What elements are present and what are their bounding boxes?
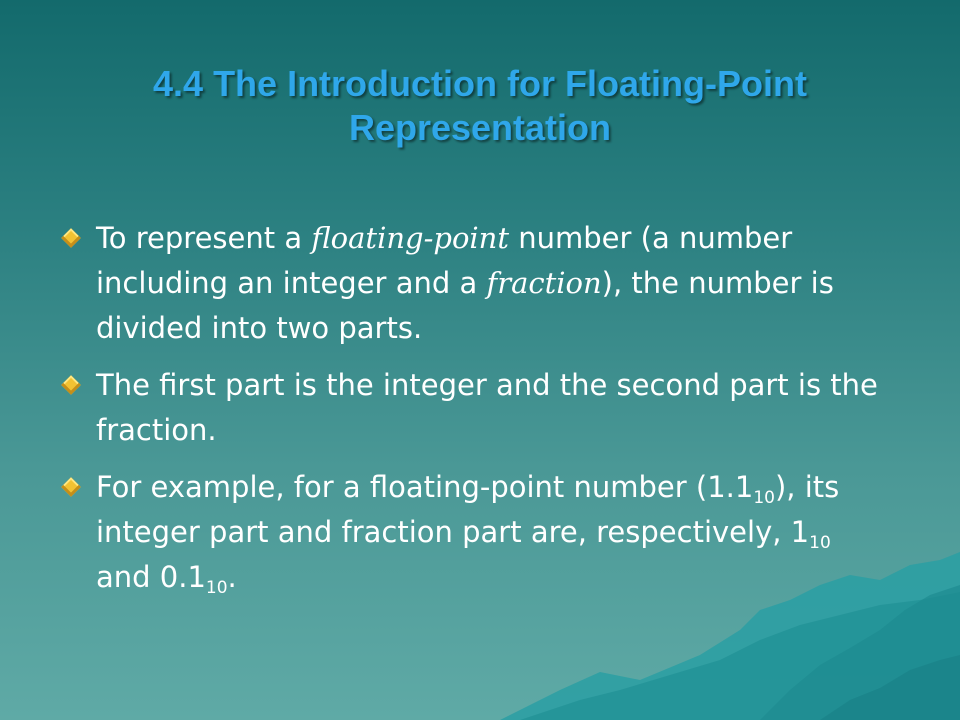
bullet-text: . xyxy=(227,560,237,594)
slide-title xyxy=(60,62,900,150)
bullet-text: The first part is the integer and the second part is the fraction. xyxy=(96,368,878,447)
title-line-1: 4.4 The Introduction for Floating-Point xyxy=(153,63,807,104)
diamond-bullet-icon xyxy=(61,375,81,395)
bullet-text: and 0.1 xyxy=(96,560,206,594)
bullet-text: ), its integer part and fraction part are, respectively, 1 xyxy=(96,470,840,549)
subscript-base: 10 xyxy=(205,578,228,598)
bullet-item xyxy=(62,465,892,600)
bullet-item xyxy=(62,216,892,351)
bullet-text: To represent a xyxy=(96,221,312,255)
subscript-base: 10 xyxy=(753,488,775,508)
diamond-bullet-icon xyxy=(61,477,81,497)
bullet-text: ), the number is divided into two parts. xyxy=(96,266,834,345)
title-line-2: Representation xyxy=(348,107,612,148)
bullet-text: number (a number including an integer and a xyxy=(96,221,793,300)
bullet-emphasis: fraction xyxy=(486,266,602,300)
bullet-list xyxy=(62,216,892,612)
bullet-item xyxy=(62,363,892,453)
bullet-text: For example, for a floating-point number (1.1 xyxy=(96,470,754,504)
diamond-bullet-icon xyxy=(61,228,81,248)
bullet-emphasis: floating-point xyxy=(311,221,510,255)
subscript-base: 10 xyxy=(809,533,831,553)
